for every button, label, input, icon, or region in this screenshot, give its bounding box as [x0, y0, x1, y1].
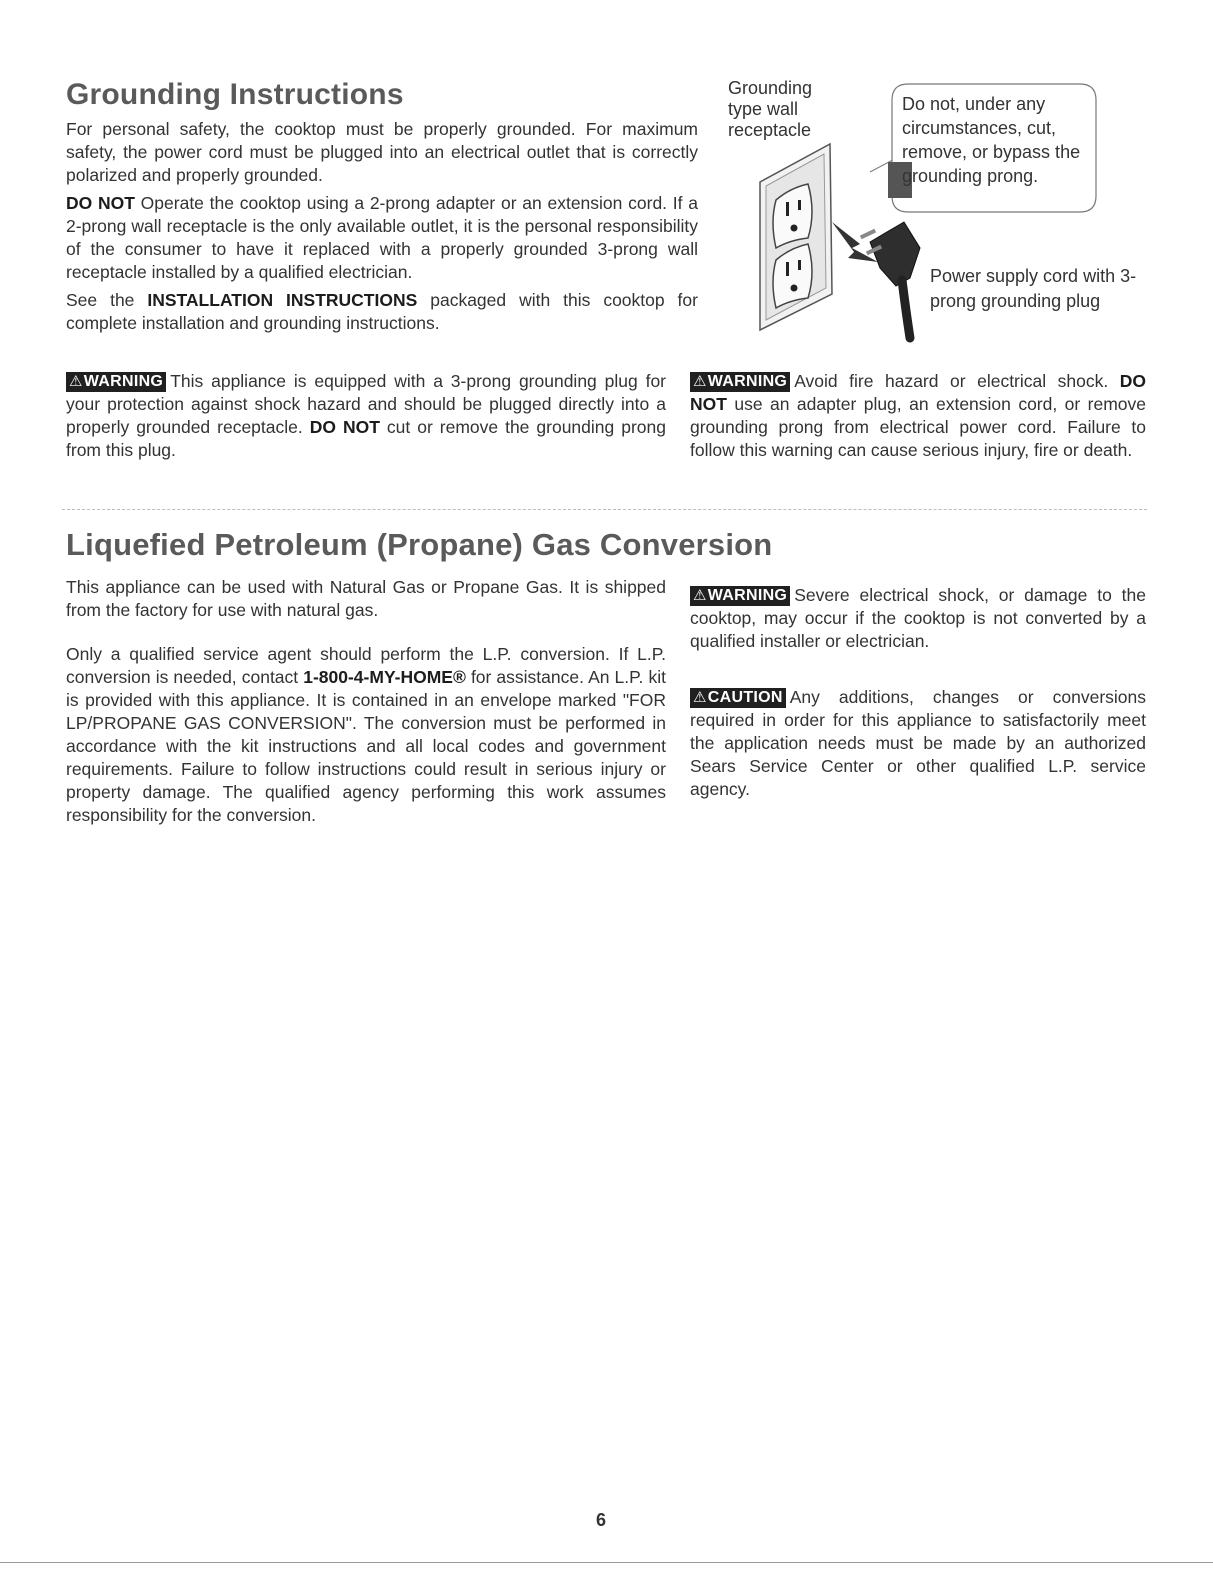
grounding-paragraph-1: For personal safety, the cooktop must be properly grounded. For maximum safety, the power cord must be plugged into an electrical outlet that is correctly polarized and properly grounded.	[66, 119, 698, 185]
lp-conversion-title: Liquefied Petroleum (Propane) Gas Conversion	[66, 527, 773, 562]
warning-shock-hazard: ⚠WARNING This appliance is equipped with a 3-prong grounding plug for your protection against shock hazard and should be plugged directly into a properly grounded receptacle. DO NOT cut or remove the grounding prong from this plug.	[66, 371, 666, 460]
bottom-rule	[0, 1562, 1213, 1563]
receptacle-label: Grounding type wall receptacle	[728, 78, 813, 140]
warning-triangle-icon: ⚠	[693, 373, 707, 390]
grounding-title: Grounding Instructions	[66, 78, 404, 111]
plug-body	[870, 222, 920, 286]
cord-label: Power supply cord with 3-prong grounding plug	[930, 266, 1137, 311]
grounding-paragraph-2: DO NOT Operate the cooktop using a 2-prong adapter or an extension cord. If a 2-prong wall receptacle is the only available outlet, it is the personal responsibility of the consumer to have it replaced with a properly grounded 3-prong wall receptacle installed by a qualified electrician.	[66, 193, 698, 282]
page-number: 6	[596, 1510, 607, 1530]
warning-triangle-icon: ⚠	[693, 587, 707, 604]
phone-number: 1-800-4-MY-HOME®	[303, 667, 466, 687]
warning-badge: ⚠WARNING	[66, 372, 166, 392]
lp-paragraph-2: Only a qualified service agent should perform the L.P. conversion. If L.P. conversion is needed, contact 1-800-4-MY-HOME® for assistance. An L.P. kit is provided with this appliance. It is contained in an envelope marked "FOR LP/PROPANE GAS CONVERSION". The conversion must be performed in accordance with the kit instructions and all local codes and government requirements. Failure to follow instructions could result in serious injury or property damage. The qualified agency performing this work assumes responsibility for the conversion.	[66, 644, 666, 825]
lp-paragraph-1: This appliance can be used with Natural Gas or Propane Gas. It is shipped from the factory for use with natural gas.	[66, 577, 666, 620]
lp-body	[66, 576, 666, 827]
warning-triangle-icon: ⚠	[69, 373, 83, 390]
callout-text: Do not, under any circumstances, cut, remove, or bypass the grounding prong.	[902, 94, 1081, 186]
warning-electrical-shock: ⚠WARNING Severe electrical shock, or damage to the cooktop, may occur if the cooktop is not converted by a qualified installer or electrician.	[690, 585, 1146, 651]
grounding-body	[66, 118, 698, 335]
caution-badge: ⚠CAUTION	[690, 688, 786, 708]
grounding-paragraph-3: See the INSTALLATION INSTRUCTIONS packaged with this cooktop for complete installation and grounding instructions.	[66, 290, 698, 333]
warning-badge: ⚠WARNING	[690, 586, 790, 606]
section-divider	[62, 509, 1147, 510]
caution-conversion: ⚠CAUTION Any additions, changes or conversions required in order for this appliance to satisfactorily meet the application needs must be made by an authorized Sears Service Center or other qualified L.P. service agency.	[690, 687, 1146, 799]
grounding-figure	[720, 72, 1160, 352]
warning-fire-hazard: ⚠WARNING Avoid fire hazard or electrical shock. DO NOT use an adapter plug, an extension cord, or remove grounding prong from electrical power cord. Failure to follow this warning can cause serious injury, fire or death.	[690, 371, 1146, 460]
installation-instructions-emphasis: INSTALLATION INSTRUCTIONS	[147, 290, 418, 310]
caution-triangle-icon: ⚠	[693, 689, 707, 706]
warning-badge: ⚠WARNING	[690, 372, 790, 392]
power-cord	[902, 280, 910, 338]
do-not-emphasis: DO NOT	[66, 193, 135, 213]
